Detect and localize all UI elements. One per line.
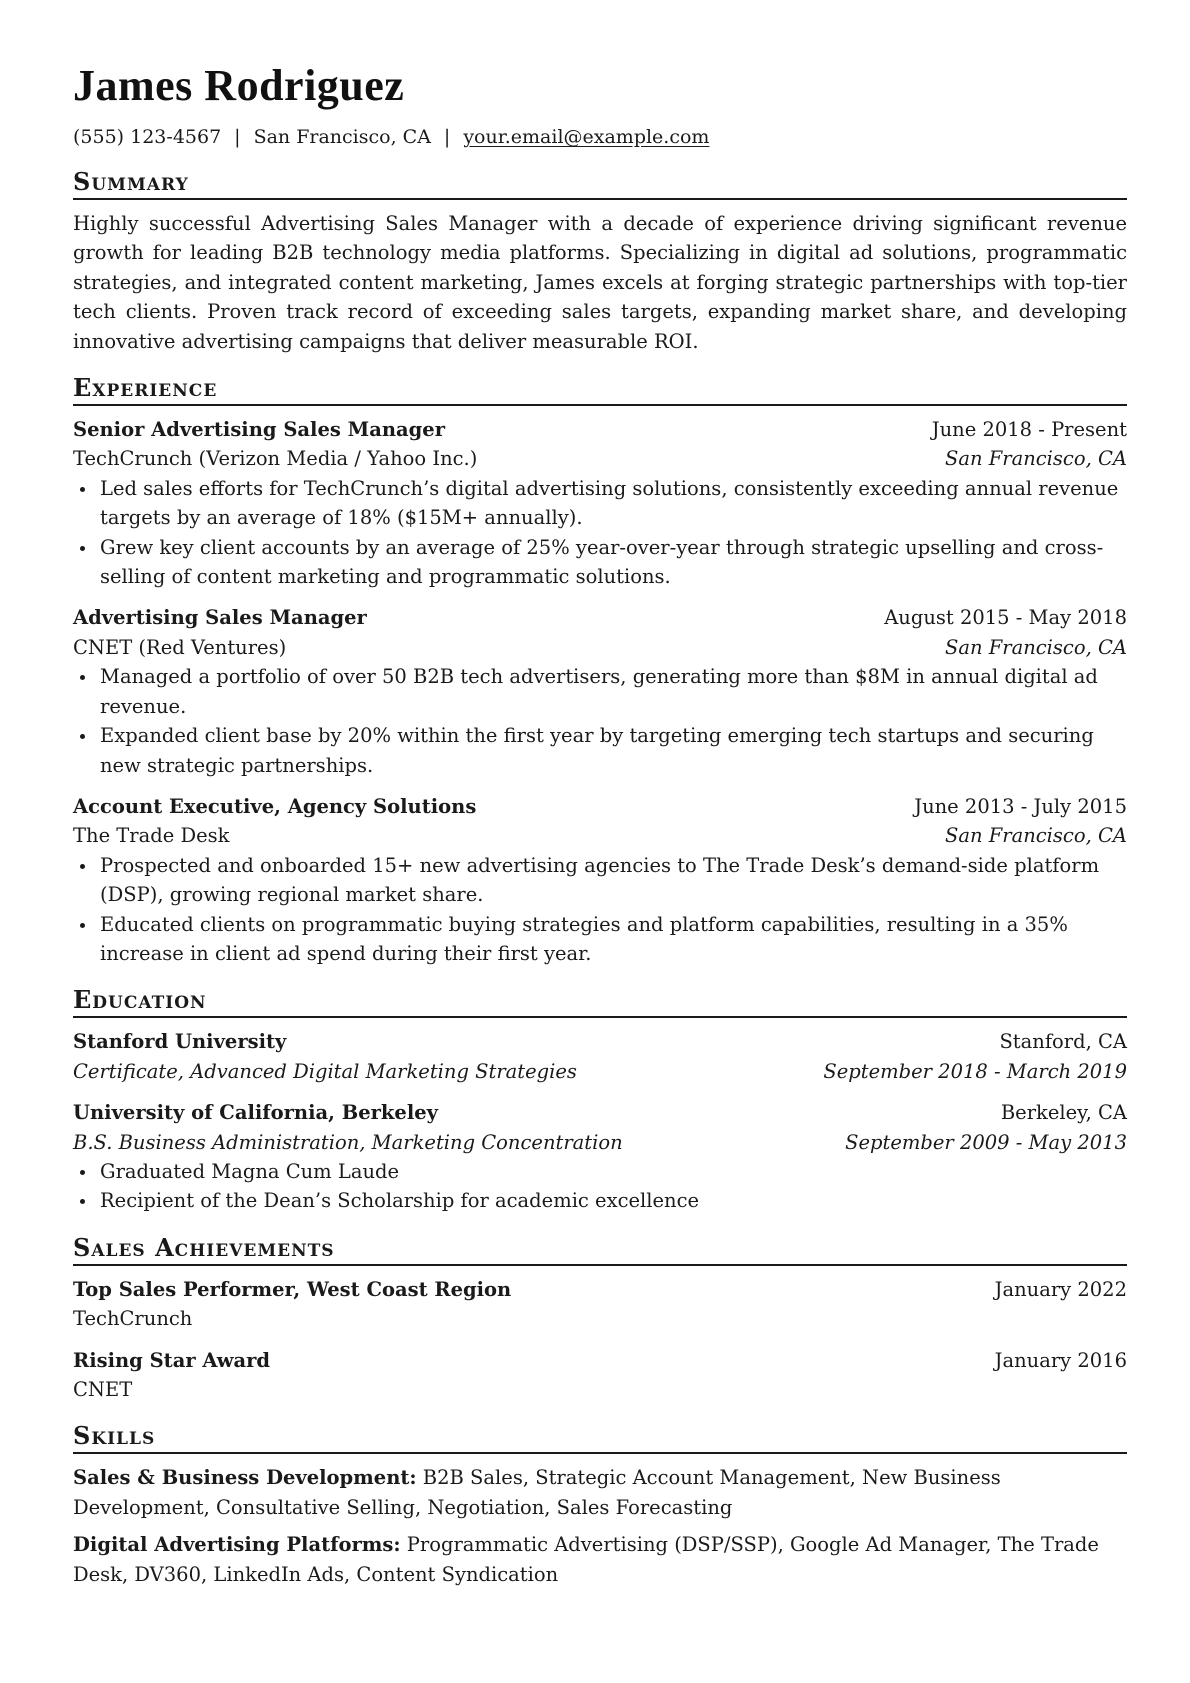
list-item [73,474,1127,533]
award-org: TechCrunch [73,1307,193,1331]
bullet-icon [80,923,85,928]
degree-name: Certificate, Advanced Digital Marketing Strategies [73,1059,577,1083]
award-name: Top Sales Performer, West Coast Region [73,1277,512,1301]
bullet-text: Prospected and onboarded 15+ new advertising agencies to The Trade Desk’s demand-side platform (DSP), growing regional market share. [100,853,1100,907]
bullet-icon [80,546,85,551]
award-date: January 2016 [994,1348,1127,1372]
job-entry [73,603,1127,779]
school-entry [73,1098,1127,1216]
phone-number: (555) 123-4567 [73,126,222,148]
section-title-experience: Experience [73,373,1127,406]
school-header-row [73,1027,1127,1056]
bullet-icon [80,487,85,492]
skill-group [73,1463,1127,1522]
candidate-name: James Rodriguez [73,61,405,110]
job-role: Senior Advertising Sales Manager [73,418,445,442]
award-org: CNET [73,1378,133,1401]
section-title-achievements: Sales Achievements [73,1233,1127,1266]
award-date: January 2022 [994,1277,1127,1301]
job-header-row [73,603,1127,632]
job-header-row [73,415,1127,444]
job-entry [73,415,1127,591]
school-location: Berkeley, CA [1000,1101,1127,1125]
skill-group-label: Sales & Business Development: [73,1466,417,1490]
summary-text: Highly successful Advertising Sales Manager with a decade of experience driving significant revenue growth for leading B2B technology media platforms. Specializing in digital ad solutions, programmatic strategies, and integrated content marketing, James excels at forging strategic partnerships with top-tier tech clients. Proven track record of exceeding sales targets, expanding market share, and developing innovative advertising campaigns that deliver measurable ROI. [73,212,1127,353]
bullet-icon [80,864,85,869]
bullet-text: Recipient of the Dean’s Scholarship for academic excellence [100,1189,700,1213]
job-role: Account Executive, Agency Solutions [73,794,477,818]
job-company: CNET (Red Ventures) [73,635,287,659]
job-bullets [73,662,1127,780]
job-company-row [73,633,1127,662]
job-company: The Trade Desk [73,824,230,848]
job-location: San Francisco, CA [944,635,1127,659]
job-dates: June 2018 - Present [931,418,1127,442]
skill-group-text: Programmatic Advertising (DSP/SSP), Google Ad Manager, The Trade Desk, DV360, LinkedIn Ads, Content Syndication [73,1533,1099,1586]
list-item [73,721,1127,780]
list-item [73,1186,1127,1215]
bullet-text: Graduated Magna Cum Laude [100,1159,400,1183]
skill-group-label: Digital Advertising Platforms: [73,1533,401,1557]
job-bullets [73,851,1127,969]
award-org-row [73,1304,1127,1333]
bullet-text: Expanded client base by 20% within the first year by targeting emerging tech startups and securing new strategic partnerships. [100,724,1094,777]
job-header-row [73,792,1127,821]
experience-section [73,373,1127,968]
degree-dates: September 2009 - May 2013 [845,1130,1127,1154]
bullet-text: Led sales efforts for TechCrunch’s digital advertising solutions, consistently exceeding annual revenue targets by an average of 18% ($15M+ annually). [100,476,1119,530]
school-bullets [73,1157,1127,1216]
achievement-header-row [73,1275,1127,1304]
skill-group-text: B2B Sales, Strategic Account Management, New Business Development, Consultative Selling, Negotiation, Sales Forecasting [73,1466,1001,1519]
bullet-text: Grew key client accounts by an average of 25% year-over-year through strategic upselling and cross-selling of content marketing and programmatic solutions. [100,535,1104,589]
list-item [73,851,1127,910]
contact-separator: | [443,126,451,148]
list-item [73,1157,1127,1186]
bullet-icon [80,734,85,739]
degree-row [73,1057,1127,1086]
education-section [73,985,1127,1215]
school-name: Stanford University [73,1030,287,1054]
job-company: TechCrunch (Verizon Media / Yahoo Inc.) [73,447,478,471]
summary-section [73,167,1127,356]
achievement-entry [73,1275,1127,1334]
award-name: Rising Star Award [73,1348,271,1372]
job-dates: June 2013 - July 2015 [914,794,1127,818]
degree-name: B.S. Business Administration, Marketing Concentration [73,1130,623,1154]
job-bullets [73,474,1127,592]
bullet-icon [80,1199,85,1204]
bullet-icon [80,675,85,680]
list-item [73,533,1127,592]
list-item [73,662,1127,721]
section-title-education: Education [73,985,1127,1018]
achievement-header-row [73,1346,1127,1375]
email-link[interactable]: your.email@example.com [463,126,710,148]
job-location: San Francisco, CA [944,447,1127,471]
award-org-row [73,1375,1127,1404]
resume-page [73,58,1127,1597]
job-entry [73,792,1127,968]
bullet-text: Managed a portfolio of over 50 B2B tech advertisers, generating more than $8M in annual digital ad revenue. [100,665,1098,718]
degree-row [73,1128,1127,1157]
school-header-row [73,1098,1127,1127]
bullet-icon [80,1170,85,1175]
list-item [73,910,1127,969]
contact-separator: | [234,126,241,148]
skills-section [73,1421,1127,1589]
degree-dates: September 2018 - March 2019 [823,1059,1127,1083]
skill-group [73,1530,1127,1589]
contact-line [73,124,1127,150]
location: San Francisco, CA [253,126,431,148]
school-location: Stanford, CA [999,1030,1127,1054]
job-location: San Francisco, CA [944,824,1127,848]
bullet-text: Educated clients on programmatic buying strategies and platform capabilities, resulting in a 35% increase in client ad spend during their first year. [100,912,1068,965]
job-company-row [73,444,1127,473]
job-role: Advertising Sales Manager [73,606,367,630]
school-entry [73,1027,1127,1086]
achievement-entry [73,1346,1127,1405]
school-name: University of California, Berkeley [73,1101,438,1125]
achievements-section [73,1233,1127,1405]
section-title-summary: Summary [73,167,1127,200]
section-title-skills: Skills [73,1421,1127,1454]
job-company-row [73,821,1127,850]
job-dates: August 2015 - May 2018 [884,606,1127,630]
